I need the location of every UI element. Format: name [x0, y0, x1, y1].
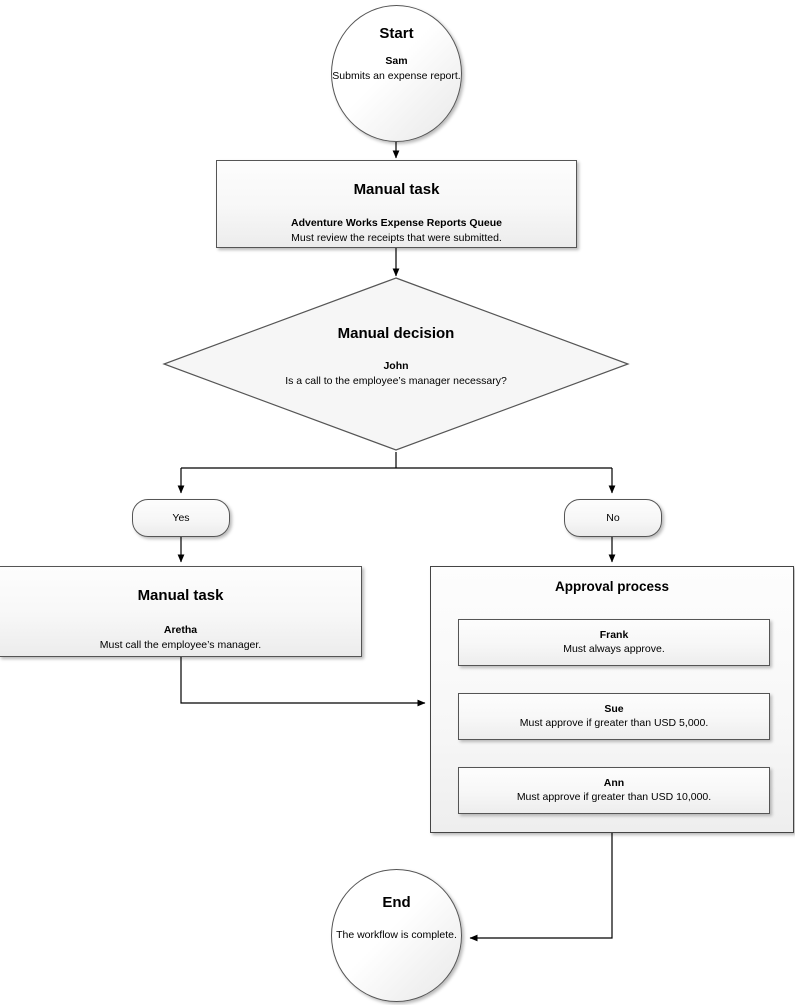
approval-step-ann-desc: Must approve if greater than USD 10,000. — [516, 791, 712, 804]
node-manual-decision[interactable] — [162, 276, 630, 452]
branch-label-no[interactable] — [564, 499, 662, 537]
approval-step-frank-desc: Must always approve. — [563, 643, 665, 656]
node-manual-decision-labels — [162, 325, 630, 388]
node-manual-decision-actor: John — [383, 360, 409, 372]
node-manual-task-call[interactable] — [0, 566, 362, 657]
node-approval-process[interactable] — [430, 566, 794, 833]
approval-step-ann[interactable] — [458, 767, 770, 814]
node-start-desc: Submits an expense report. — [332, 69, 461, 82]
node-manual-task-review[interactable] — [216, 160, 577, 248]
approval-step-frank-actor: Frank — [599, 628, 629, 641]
node-manual-task-call-actor: Aretha — [163, 624, 198, 636]
approval-step-sue-actor: Sue — [604, 702, 624, 715]
branch-label-yes-text: Yes — [172, 512, 190, 524]
node-manual-decision-desc: Is a call to the employee’s manager necessary? — [285, 374, 507, 387]
branch-label-no-text: No — [606, 512, 620, 524]
node-manual-decision-title: Manual decision — [337, 325, 455, 342]
node-manual-task-review-actor: Adventure Works Expense Reports Queue — [290, 217, 503, 229]
approval-step-frank[interactable] — [458, 619, 770, 666]
node-approval-process-title: Approval process — [554, 579, 670, 594]
approval-step-sue-desc: Must approve if greater than USD 5,000. — [519, 717, 709, 730]
node-start-actor: Sam — [385, 55, 408, 67]
node-manual-task-call-title: Manual task — [137, 587, 224, 604]
branch-label-yes[interactable] — [132, 499, 230, 537]
node-start[interactable] — [331, 5, 462, 142]
approval-step-ann-actor: Ann — [603, 776, 625, 789]
node-manual-task-call-desc: Must call the employee’s manager. — [99, 638, 262, 651]
node-end-title: End — [382, 894, 411, 911]
node-end[interactable] — [331, 869, 462, 1002]
node-manual-task-review-title: Manual task — [353, 181, 440, 198]
approval-step-sue[interactable] — [458, 693, 770, 740]
node-manual-task-review-desc: Must review the receipts that were submitted. — [291, 231, 502, 244]
node-end-desc: The workflow is complete. — [336, 929, 457, 941]
node-start-title: Start — [379, 25, 414, 42]
